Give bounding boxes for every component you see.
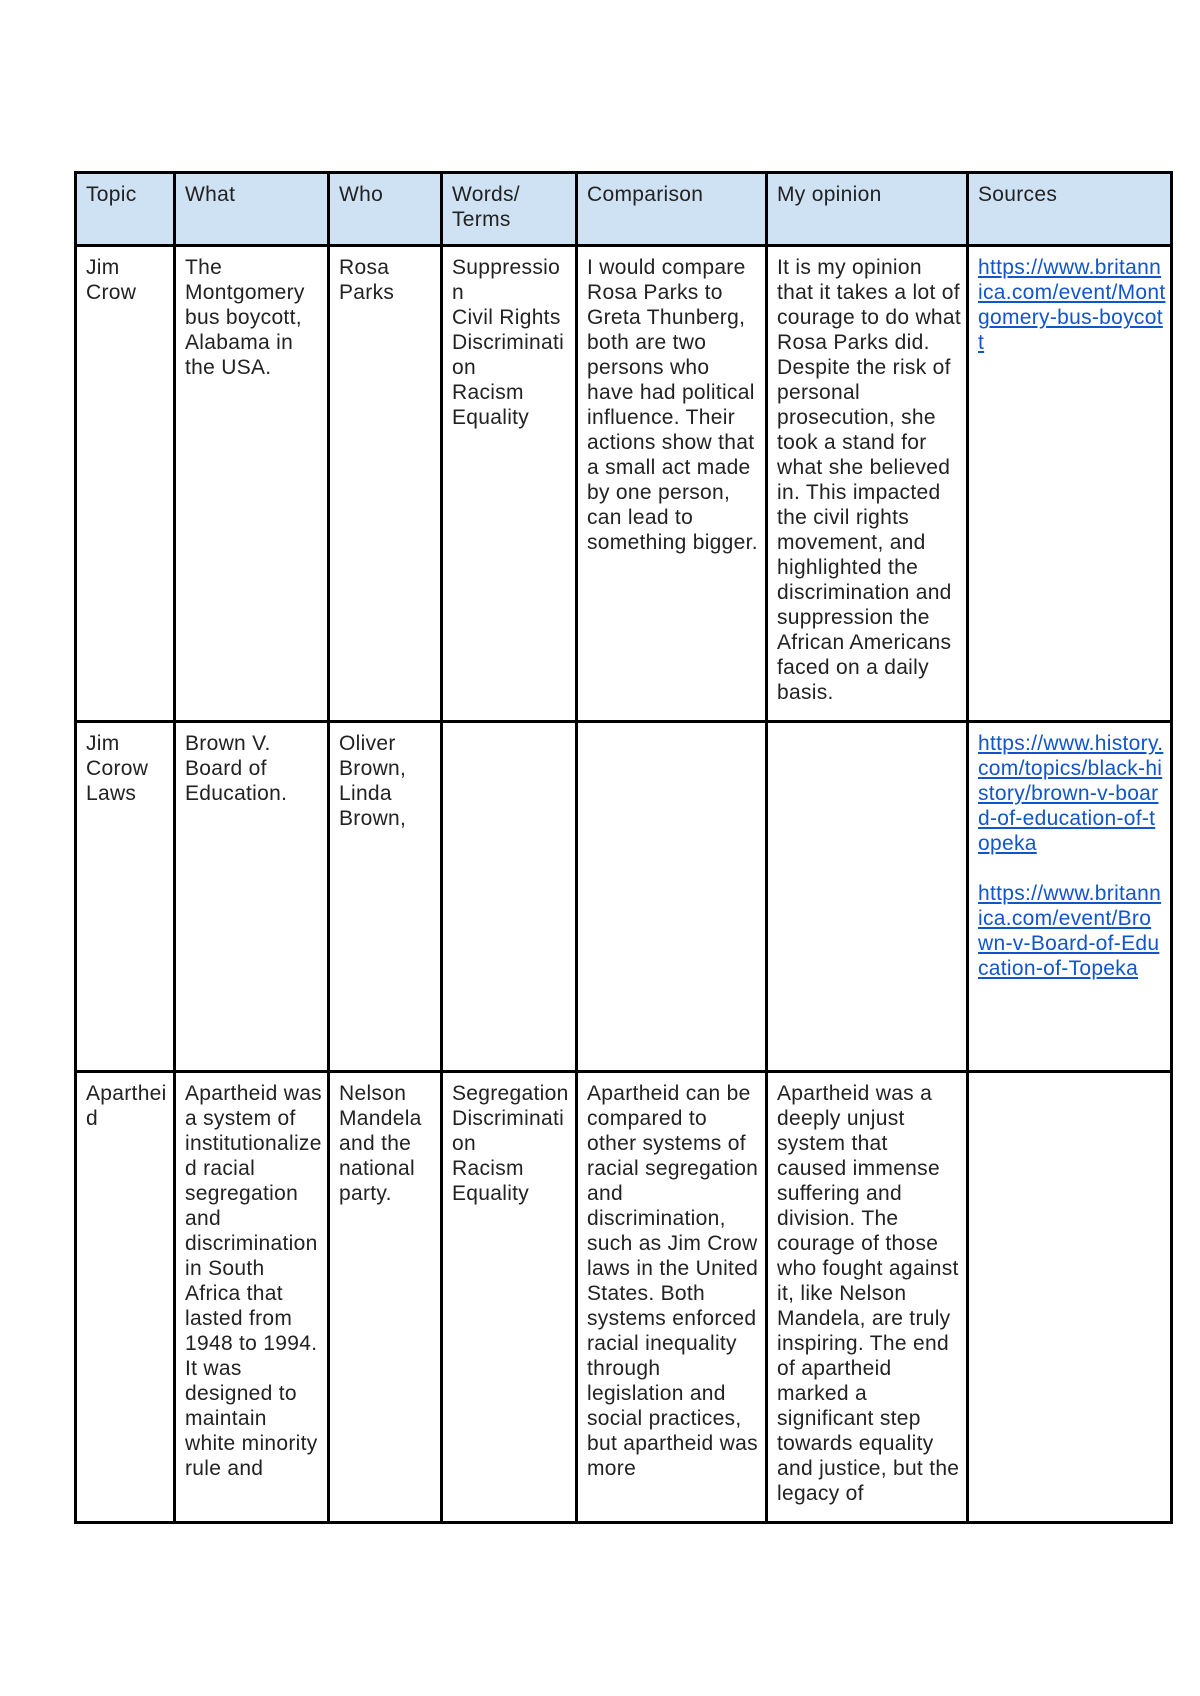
row-1-opinion: It is my opinion that it takes a lot of courage to do what Rosa Parks did. Despite the risk of personal prosecution, she took a stand for what she believed in. This impacted the civil rights movement, and highlighted the discrimination and suppression the African Americans faced on a daily basis.	[768, 247, 966, 720]
row-3-who: Nelson Mandela and the national party.	[330, 1073, 440, 1521]
header-comparison: Comparison	[578, 174, 765, 244]
term-item: Equality	[452, 406, 530, 429]
source-link[interactable]: https://www.history.com/topics/black-history/brown-v-board-of-education-of-topeka	[978, 732, 1164, 855]
row-2-opinion-empty	[768, 723, 966, 1070]
row-2-topic: Jim Corow Laws	[77, 723, 173, 1070]
row-3-what: Apartheid was a system of institutionalized racial segregation and discrimination in South Africa that lasted from 1948 to 1994. It was designed to maintain white minority rule and	[176, 1073, 327, 1521]
row-2-terms-empty	[443, 723, 575, 1070]
header-topic: Topic	[77, 174, 173, 244]
header-my-opinion: My opinion	[768, 174, 966, 244]
term-item: Racism	[452, 381, 524, 404]
row-1-topic: Jim Crow	[77, 247, 173, 720]
term-item: Discrimination	[452, 1107, 565, 1155]
row-2-comparison-empty	[578, 723, 765, 1070]
source-link[interactable]: https://www.britannica.com/event/Brown-v-Board-of-Education-of-Topeka	[978, 882, 1162, 980]
header-words-terms: Words/ Terms	[443, 174, 575, 244]
row-1-what: The Montgomery bus boycott, Alabama in the USA.	[176, 247, 327, 720]
term-item: Civil Rights	[452, 306, 561, 329]
term-item: Racism	[452, 1157, 524, 1180]
row-1-who: Rosa Parks	[330, 247, 440, 720]
row-1-comparison: I would compare Rosa Parks to Greta Thunberg, both are two persons who have had political influence. Their actions show that a small act made by one person, can lead to something bigger.	[578, 247, 765, 720]
row-2-who: Oliver Brown, Linda Brown,	[330, 723, 440, 1070]
row-3-sources-empty	[969, 1073, 1170, 1521]
row-1-sources	[969, 247, 1170, 720]
header-who: Who	[330, 174, 440, 244]
row-3-opinion: Apartheid was a deeply unjust system that caused immense suffering and division. The courage of those who fought against it, like Nelson Mandela, are truly inspiring. The end of apartheid marked a significant step towards equality and justice, but the legacy of	[768, 1073, 966, 1521]
term-item: Discrimination	[452, 331, 565, 379]
document-table	[74, 171, 1173, 1524]
term-item: Segregation	[452, 1082, 569, 1105]
header-sources: Sources	[969, 174, 1170, 244]
header-what: What	[176, 174, 327, 244]
term-item: Equality	[452, 1182, 530, 1205]
source-link[interactable]: https://www.britannica.com/event/Montgomery-bus-boycott	[978, 256, 1166, 354]
row-3-terms	[443, 1073, 575, 1521]
row-3-topic: Apartheid	[77, 1073, 173, 1521]
row-2-what: Brown V. Board of Education.	[176, 723, 327, 1070]
row-1-terms	[443, 247, 575, 720]
row-2-sources	[969, 723, 1170, 1070]
row-3-comparison: Apartheid can be compared to other systems of racial segregation and discrimination, such as Jim Crow laws in the United States. Both systems enforced racial inequality through legislation and social practices, but apartheid was more	[578, 1073, 765, 1521]
term-item: Suppression	[452, 256, 561, 304]
